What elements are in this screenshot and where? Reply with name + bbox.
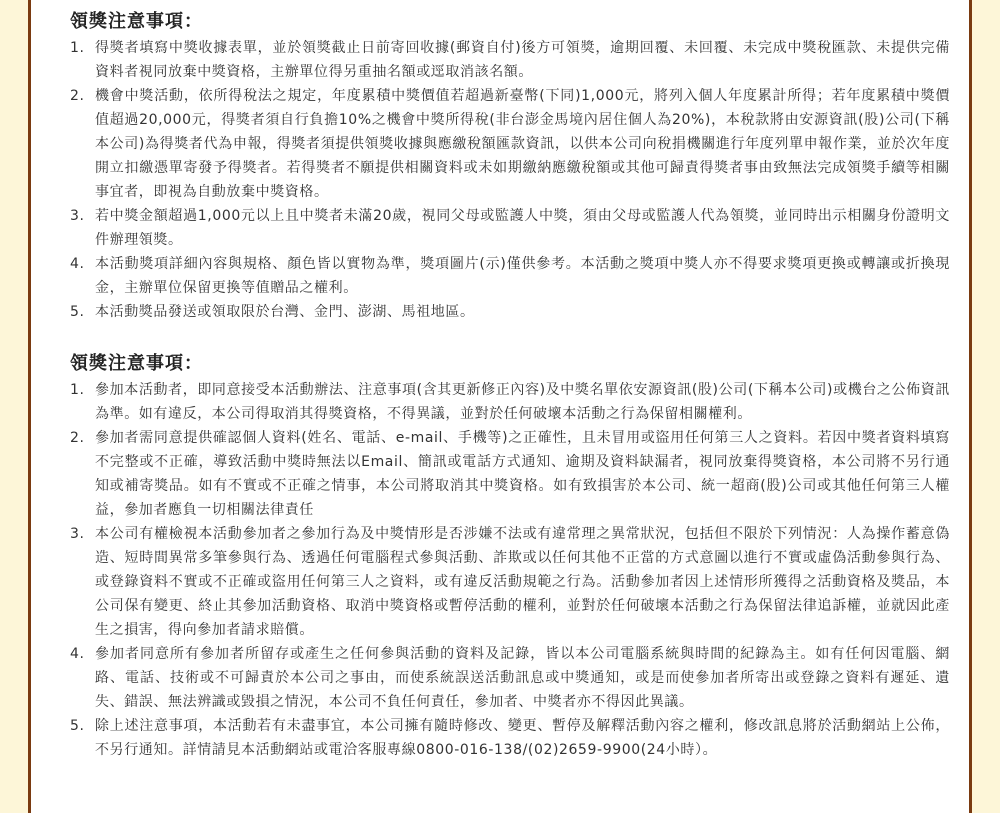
item-text: 機會中獎活動，依所得稅法之規定，年度累積中獎價值若超過新臺幣(下同)1,000元，將列入個人年度累計所得；若年度累積中獎價值超過20,000元，得獎者須自行負擔10%之機會中獎所得稅(非台澎金馬境內居住個人為20%)，本稅款將由安源資訊(股)公司(下稱本公司)為得獎者代為申報，得獎者須提供領獎收據與應繳稅額匯款資訊，以供本公司向稅捐機關進行年度列單申報作業，並於次年度開立扣繳憑單寄發予得獎者。若得獎者不願提供相關資料或未如期繳納應繳稅額或其他可歸責得獎者事由致無法完成領獎手續等相關事宜者，即視為自動放棄中獎資格。 <box>95 88 950 200</box>
section-heading: 領獎注意事項： <box>70 353 203 374</box>
item-number: 4. <box>70 256 85 272</box>
list-item <box>70 426 950 522</box>
list-item <box>70 378 950 426</box>
list-item <box>70 300 950 324</box>
item-text: 本活動獎品發送或領取限於台灣、金門、澎湖、馬祖地區。 <box>95 304 475 320</box>
content-panel <box>28 0 972 813</box>
item-text: 參加本活動者，即同意接受本活動辦法、注意事項(含其更新修正內容)及中獎名單依安源資訊(股)公司(下稱本公司)或機台之公佈資訊為準。如有違反，本公司得取消其得獎資格，不得異議，並對於任何破壞本活動之行為保留相關權利。 <box>95 382 950 422</box>
list-item <box>70 36 950 84</box>
item-text: 本公司有權檢視本活動參加者之參加行為及中獎情形是否涉嫌不法或有違常理之異常狀況，包括但不限於下列情況：人為操作蓄意偽造、短時間異常多筆參與行為、透過任何電腦程式參與活動、詐欺或以任何其他不正當的方式意圖以進行不實或虛偽活動參與行為、或登錄資料不實或不正確或盜用任何第三人之資料，或有違反活動規範之行為。活動參加者因上述情形所獲得之活動資格及獎品，本公司保有變更、終止其參加活動資格、取消中獎資格或暫停活動的權利，並對於任何破壞本活動之行為保留法律追訴權，並就因此產生之損害，得向參加者請求賠償。 <box>95 526 950 638</box>
item-number: 1. <box>70 382 85 398</box>
item-number: 5. <box>70 718 85 734</box>
notice-list <box>70 378 950 762</box>
item-number: 4. <box>70 646 85 662</box>
list-item <box>70 714 950 762</box>
item-text: 除上述注意事項，本活動若有未盡事宜，本公司擁有隨時修改、變更、暫停及解釋活動內容之權利，修改訊息將於活動網站上公佈，不另行通知。詳情請見本活動網站或電洽客服專線0800-016-138/(02)2659-9900(24小時）。 <box>95 718 950 758</box>
item-text: 參加者同意所有參加者所留存或產生之任何參與活動的資料及記錄，皆以本公司電腦系統與時間的紀錄為主。如有任何因電腦、網路、電話、技術或不可歸責於本公司之事由，而使系統誤送活動訊息或中獎通知，或是而使參加者所寄出或登錄之資料有遲延、遺失、錯誤、無法辨識或毀損之情況，本公司不負任何責任，參加者、中獎者亦不得因此異議。 <box>95 646 950 710</box>
item-number: 1. <box>70 40 85 56</box>
list-item <box>70 252 950 300</box>
notice-list <box>70 36 950 324</box>
item-text: 得獎者填寫中獎收據表單，並於領獎截止日前寄回收據(郵資自付)後方可領獎，逾期回覆、未回覆、未完成中獎稅匯款、未提供完備資料者視同放棄中獎資格，主辦單位得另重抽名額或逕取消該名額。 <box>95 40 950 80</box>
list-item <box>70 522 950 642</box>
item-text: 參加者需同意提供確認個人資料(姓名、電話、e-mail、手機等)之正確性，且未冒用或盜用任何第三人之資料。若因中獎者資料填寫不完整或不正確，導致活動中獎時無法以Email、簡訊或電話方式通知、逾期及資料缺漏者，視同放棄得獎資格，本公司將不另行通知或補寄獎品。如有不實或不正確之情事，本公司將取消其中獎資格。如有致損害於本公司、統一超商(股)公司或其他任何第三人權益，參加者應負一切相關法律責任 <box>95 430 950 518</box>
item-number: 3. <box>70 208 85 224</box>
list-item <box>70 204 950 252</box>
item-number: 3. <box>70 526 85 542</box>
list-item <box>70 84 950 204</box>
notice-section-2 <box>70 352 950 762</box>
notice-section-1 <box>70 0 950 324</box>
item-number: 2. <box>70 88 85 104</box>
item-number: 2. <box>70 430 85 446</box>
section-heading: 領獎注意事項： <box>70 11 203 32</box>
item-number: 5. <box>70 304 85 320</box>
item-text: 本活動獎項詳細內容與規格、顏色皆以實物為準，獎項圖片(示)僅供參考。本活動之獎項中獎人亦不得要求獎項更換或轉讓或折換現金，主辦單位保留更換等值贈品之權利。 <box>95 256 950 296</box>
list-item <box>70 642 950 714</box>
item-text: 若中獎金額超過1,000元以上且中獎者未滿20歲，視同父母或監護人中獎，須由父母或監護人代為領獎，並同時出示相關身份證明文件辦理領獎。 <box>95 208 950 248</box>
